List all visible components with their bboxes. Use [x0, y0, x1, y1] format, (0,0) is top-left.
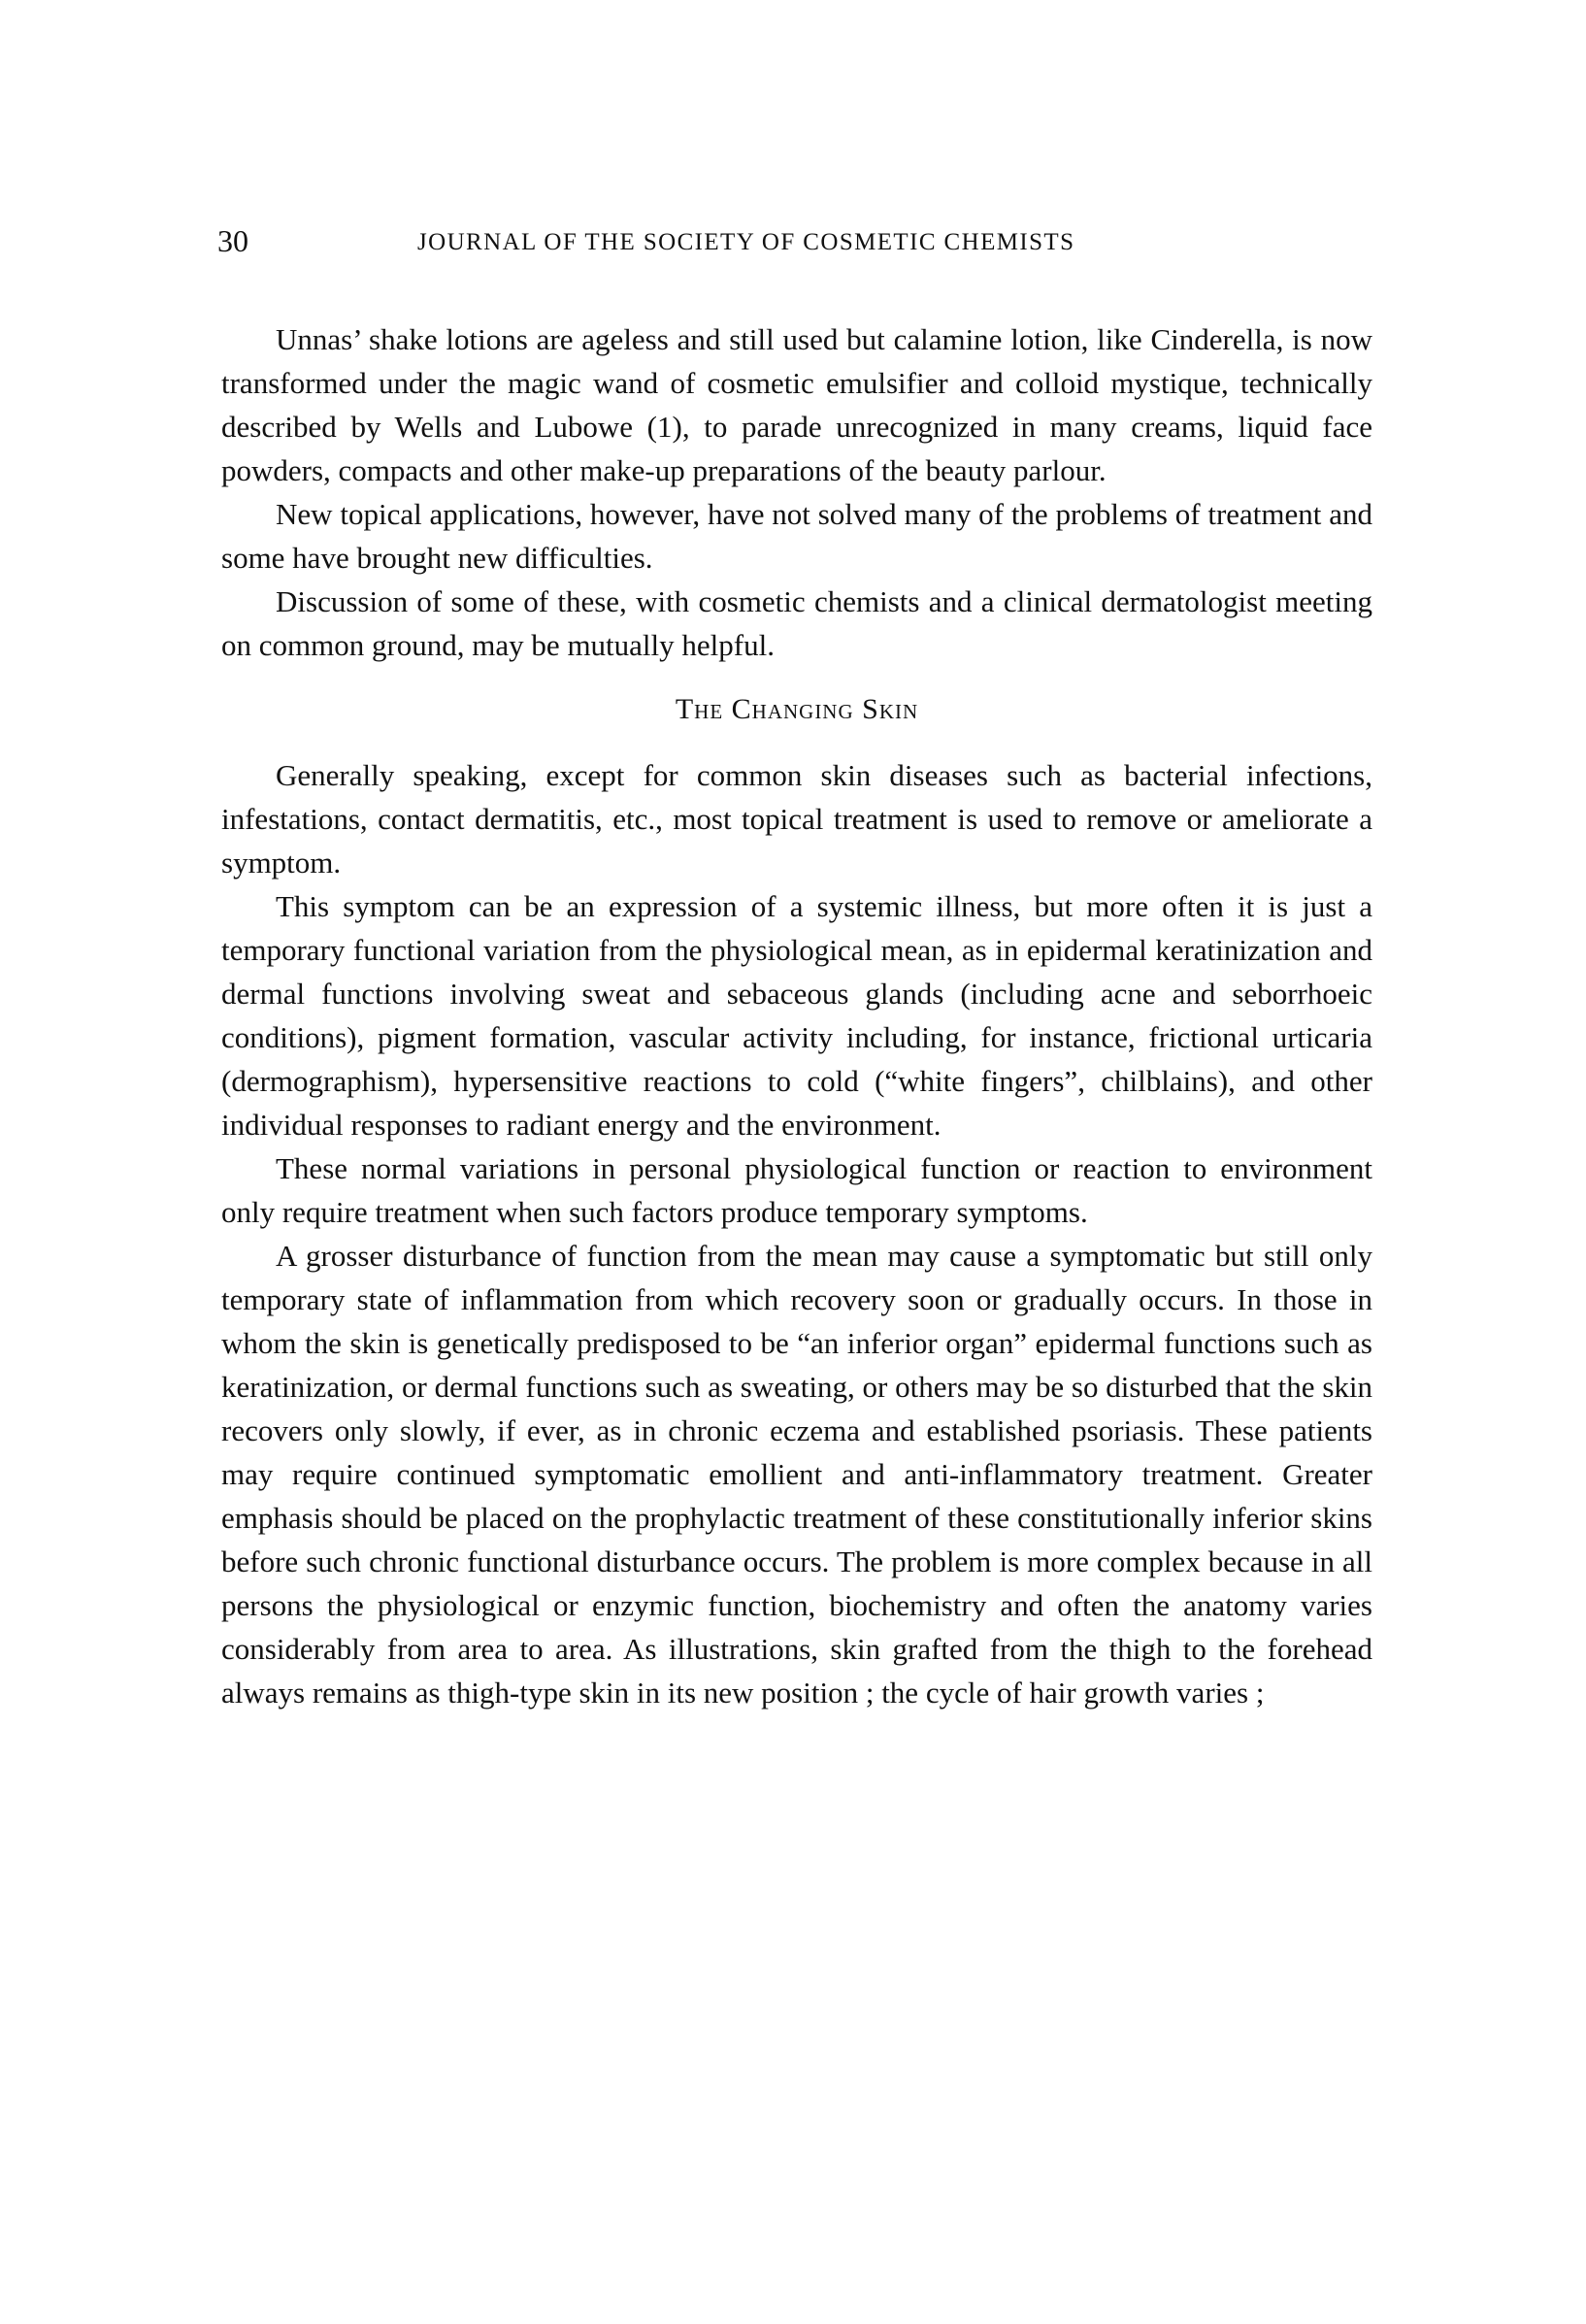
- paragraph: New topical applications, however, have not solved many of the problems of treatment and some have brought new difficulties.: [221, 497, 1372, 575]
- paragraph: Discussion of some of these, with cosmetic chemists and a clinical dermatologist meeting on common ground, may be mutually helpful.: [221, 584, 1372, 662]
- paragraph: This symptom can be an expression of a systemic illness, but more often it is just a temporary functional variation from the physiological mean, as in epidermal keratinization and dermal functions involving sweat and sebaceous glands (including acne and seborrhoeic conditions), pigment formation, vascular activity including, for instance, frictional urticaria (dermographism), hypersensitive reactions to cold (“white fingers”, chilblains), and other individual responses to radiant energy and the environment.: [221, 889, 1372, 1142]
- running-head: [217, 221, 1372, 260]
- paragraph: Generally speaking, except for common skin diseases such as bacterial infections, infestations, contact dermatitis, etc., most topical treatment is used to remove or ameliorate a symptom.: [221, 758, 1372, 880]
- paragraph: A grosser disturbance of function from the mean may cause a symptomatic but still only temporary state of inflammation from which recovery soon or gradually occurs. In those in whom the skin is genetically predisposed to be “an inferior organ” epidermal functions such as keratinization, or dermal functions such as sweating, or others may be so disturbed that the skin recovers only slowly, if ever, as in chronic eczema and established psoriasis. These patients may require continued symptomatic emollient and anti-inflammatory treatment. Greater emphasis should be placed on the prophylactic treatment of these constitutionally inferior skins before such chronic functional disturbance occurs. The problem is more complex because in all persons the physiological or enzymic function, biochemistry and often the anatomy varies considerably from area to area. As illustrations, skin grafted from the thigh to the forehead always remains as thigh-type skin in its new position ; the cycle of hair growth varies ;: [221, 1239, 1372, 1710]
- page-number: 30: [217, 223, 248, 258]
- article-body: [221, 317, 1372, 1714]
- paragraph: These normal variations in personal physiological function or reaction to environment only require treatment when such factors produce temporary symptoms.: [221, 1151, 1372, 1229]
- journal-title: JOURNAL OF THE SOCIETY OF COSMETIC CHEMISTS: [417, 229, 1075, 255]
- section-heading: The Changing Skin: [675, 693, 919, 725]
- paragraph: Unnas’ shake lotions are ageless and still used but calamine lotion, like Cinderella, is now transformed under the magic wand of cosmetic emulsifier and colloid mystique, technically described by Wells and Lubowe (1), to parade unrecognized in many creams, liquid face powders, compacts and other make-up preparations of the beauty parlour.: [221, 322, 1372, 487]
